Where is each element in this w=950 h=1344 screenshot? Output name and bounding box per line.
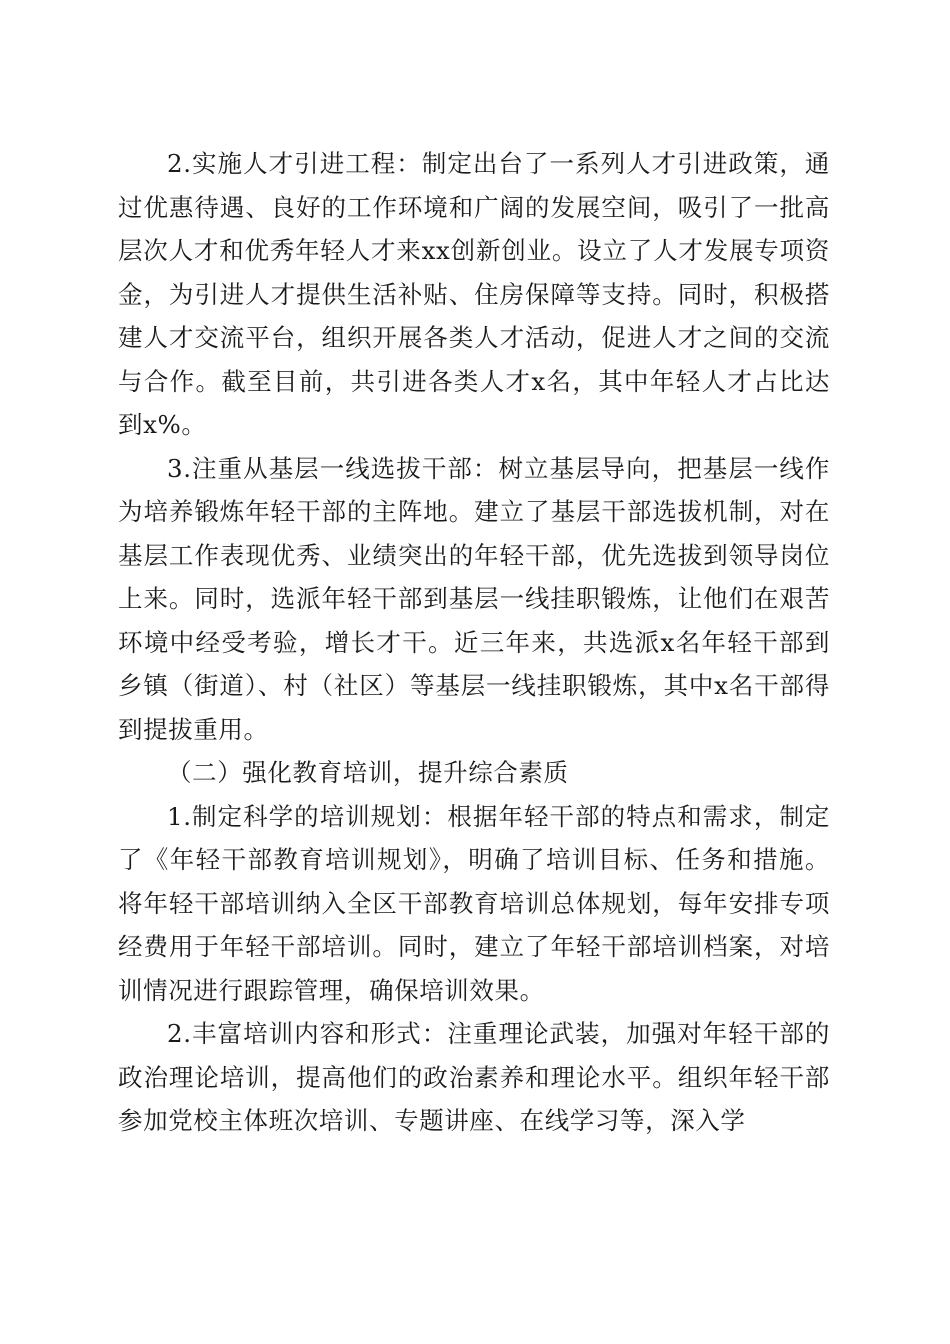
document-body [118, 142, 830, 1143]
paragraph-training-content: 2.丰富培训内容和形式：注重理论武装，加强对年轻干部的政治理论培训，提高他们的政治素养和理论水平。组织年轻干部参加党校主体班次培训、专题讲座、在线学习等，深入学 [118, 1019, 830, 1135]
paragraph-grassroots-selection: 3.注重从基层一线选拔干部：树立基层导向，把基层一线作为培养锻炼年轻干部的主阵地。建立了基层干部选拔机制，对在基层工作表现优秀、业绩突出的年轻干部，优先选拔到领导岗位上来。同时，选派年轻干部到基层一线挂职锻炼，让他们在艰苦环境中经受考验，增长才干。近三年来，共选派x名年轻干部到乡镇（街道）、村（社区）等基层一线挂职锻炼，其中x名干部得到提拔重用。 [118, 453, 830, 744]
paragraph-talent-introduction: 2.实施人才引进工程：制定出台了一系列人才引进政策，通过优惠待遇、良好的工作环境和广阔的发展空间，吸引了一批高层次人才和优秀年轻人才来xx创新创业。设立了人才发展专项资金，为引进人才提供生活补贴、住房保障等支持。同时，积极搭建人才交流平台，组织开展各类人才活动，促进人才之间的交流与合作。截至目前，共引进各类人才x名，其中年轻人才占比达到x%。 [118, 149, 830, 439]
section-heading-training: （二）强化教育培训，提升综合素质 [167, 758, 569, 787]
paragraph-training-plan: 1.制定科学的培训规划：根据年轻干部的特点和需求，制定了《年轻干部教育培训规划》，明确了培训目标、任务和措施。将年轻干部培训纳入全区干部教育培训总体规划，每年安排专项经费用于年轻干部培训。同时，建立了年轻干部培训档案，对培训情况进行跟踪管理，确保培训效果。 [118, 801, 830, 1005]
